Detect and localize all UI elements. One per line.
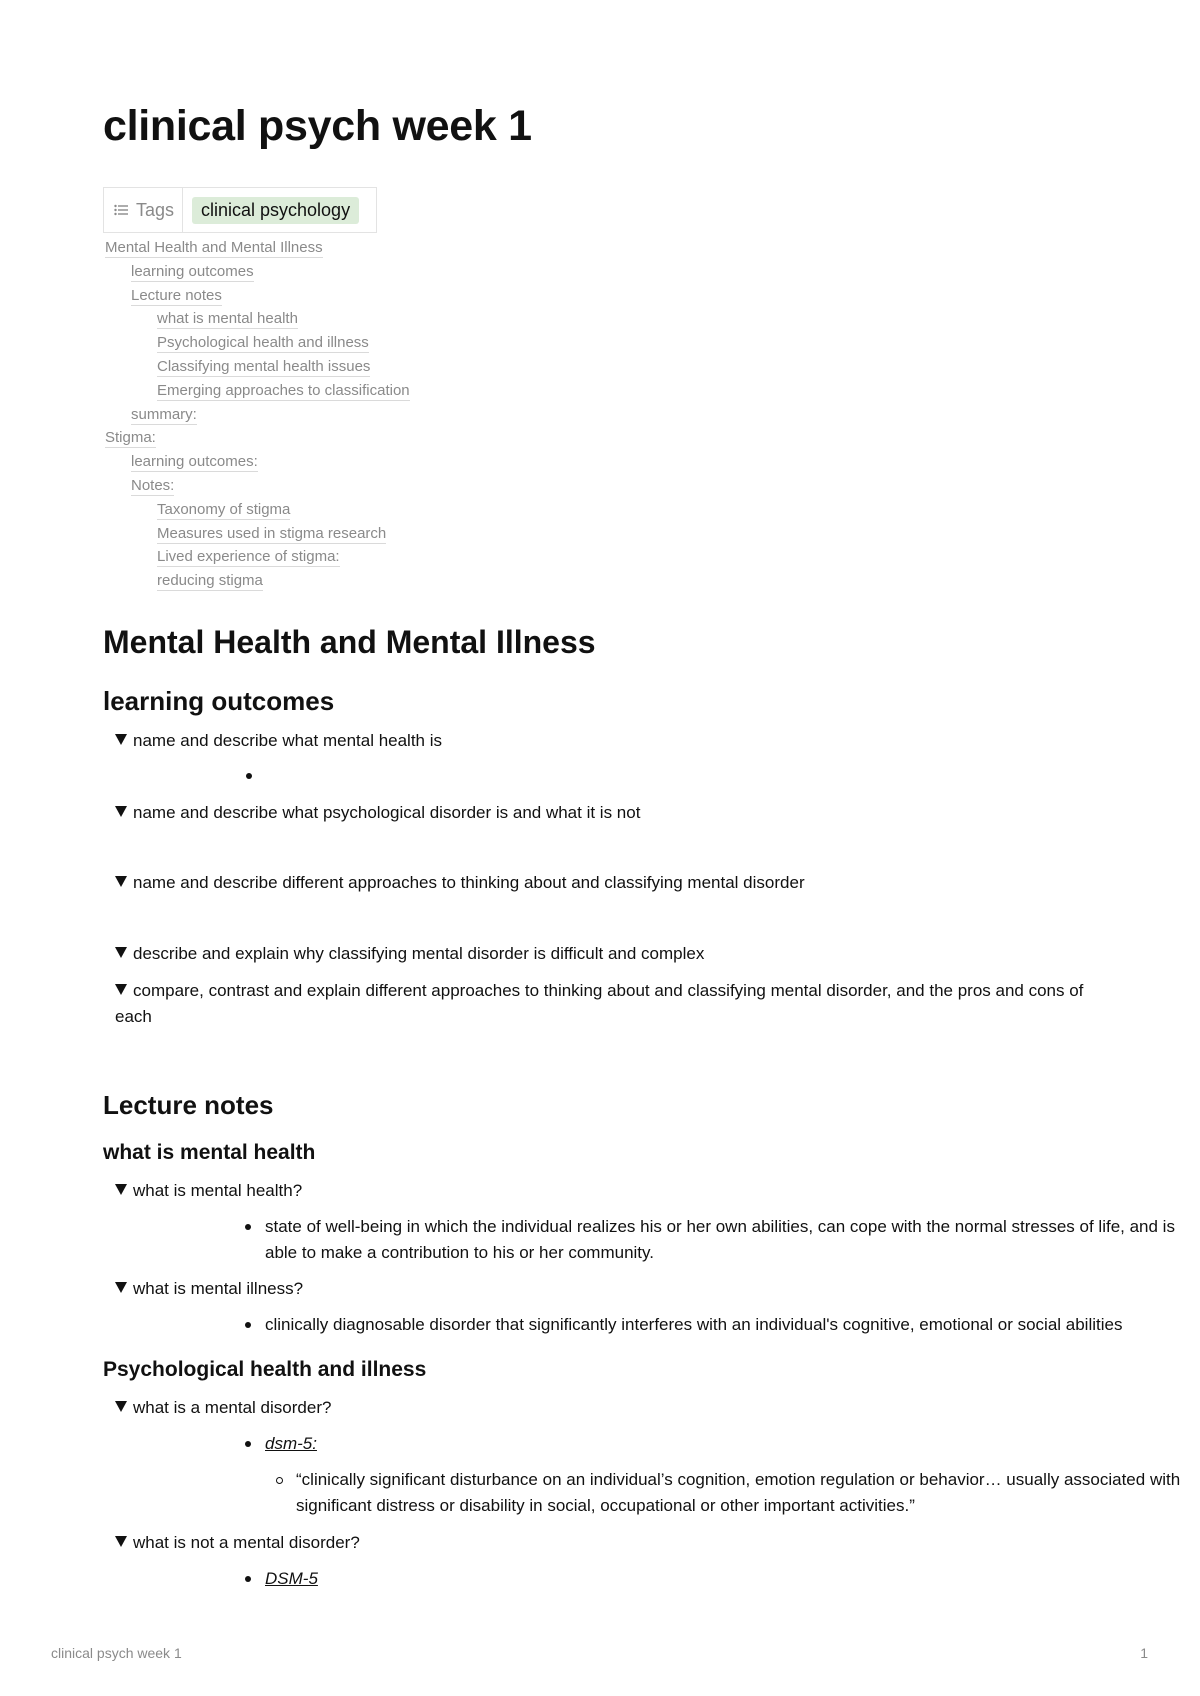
empty-bullet	[266, 763, 276, 789]
toggle-item[interactable]: what is not a mental disorder?	[115, 1530, 360, 1556]
toc-item[interactable]: learning outcomes	[131, 262, 254, 280]
sub-subsection-heading: Psychological health and illness	[103, 1358, 427, 1381]
bullet-item	[265, 1566, 318, 1592]
list-icon	[114, 204, 128, 216]
table-of-contents	[105, 236, 410, 593]
toggle-triangle-icon[interactable]	[115, 1401, 127, 1412]
sub-subsection-heading: what is mental health	[103, 1141, 316, 1164]
toc-item[interactable]: Taxonomy of stigma	[157, 500, 291, 518]
toc-item[interactable]: Lecture notes	[131, 286, 222, 304]
toc-item[interactable]: Mental Health and Mental Illness	[105, 239, 323, 256]
tags-key	[104, 188, 183, 232]
bullet-item	[265, 1431, 317, 1457]
toc-item[interactable]: learning outcomes:	[131, 453, 258, 471]
tags-value-cell[interactable]	[183, 188, 376, 232]
toggle-triangle-icon[interactable]	[115, 1184, 127, 1195]
toc-item[interactable]: Notes:	[131, 476, 175, 494]
footer-title: clinical psych week 1	[51, 1645, 182, 1661]
tags-label: Tags	[136, 199, 175, 220]
toggle-item[interactable]: name and describe different approaches to thinking about and classifying mental disorder	[115, 870, 805, 896]
toc-item[interactable]: Emerging approaches to classification	[157, 381, 410, 399]
toggle-item[interactable]: name and describe what psychological disorder is and what it is not	[115, 800, 640, 826]
bullet-item: clinically diagnosable disorder that significantly interferes with an individual's cognitive, emotional or social abilities	[265, 1312, 1197, 1338]
tag-chip[interactable]: clinical psychology	[192, 197, 359, 224]
toggle-triangle-icon[interactable]	[115, 876, 127, 887]
reference-link[interactable]: dsm-5:	[265, 1434, 317, 1453]
toggle-item[interactable]: what is mental illness?	[115, 1276, 303, 1302]
subsection-heading: Lecture notes	[103, 1090, 274, 1120]
toc-item[interactable]: summary:	[131, 405, 197, 423]
toggle-item[interactable]: name and describe what mental health is	[115, 728, 442, 754]
sub-bullet-item: “clinically significant disturbance on an individual’s cognition, emotion regulation or behavior… usually associated with significant distress or disability in social, occupational or other important activities.”	[296, 1467, 1196, 1519]
toggle-triangle-icon[interactable]	[115, 984, 127, 995]
toggle-triangle-icon[interactable]	[115, 1282, 127, 1293]
toggle-item[interactable]: what is mental health?	[115, 1178, 302, 1204]
toc-item[interactable]: Stigma:	[105, 429, 156, 447]
toc-item[interactable]: reducing stigma	[157, 572, 263, 590]
toggle-item[interactable]: describe and explain why classifying mental disorder is difficult and complex	[115, 941, 704, 967]
toggle-triangle-icon[interactable]	[115, 947, 127, 958]
toggle-triangle-icon[interactable]	[115, 806, 127, 817]
page-title: clinical psych week 1	[103, 102, 532, 150]
toc-item[interactable]: Measures used in stigma research	[157, 524, 387, 542]
section-heading: Mental Health and Mental Illness	[103, 624, 596, 660]
toc-item[interactable]: Classifying mental health issues	[157, 357, 371, 375]
reference-link[interactable]: DSM-5	[265, 1569, 318, 1588]
toc-item[interactable]: what is mental health	[157, 310, 298, 328]
toc-item[interactable]: Lived experience of stigma:	[157, 548, 340, 566]
toc-item[interactable]: Psychological health and illness	[157, 334, 369, 352]
toggle-triangle-icon[interactable]	[115, 1536, 127, 1547]
bullet-item: state of well-being in which the individual realizes his or her own abilities, can cope with the normal stresses of life, and is able to make a contribution to his or her community.	[265, 1214, 1197, 1266]
toggle-triangle-icon[interactable]	[115, 734, 127, 745]
footer-page-number: 1	[1140, 1645, 1148, 1661]
subsection-heading: learning outcomes	[103, 686, 335, 716]
tags-property	[103, 187, 377, 233]
toggle-item[interactable]: compare, contrast and explain different approaches to thinking about and classifying mental disorder, and the pros and cons of each	[115, 981, 1084, 1026]
toggle-item[interactable]: what is a mental disorder?	[115, 1395, 331, 1421]
